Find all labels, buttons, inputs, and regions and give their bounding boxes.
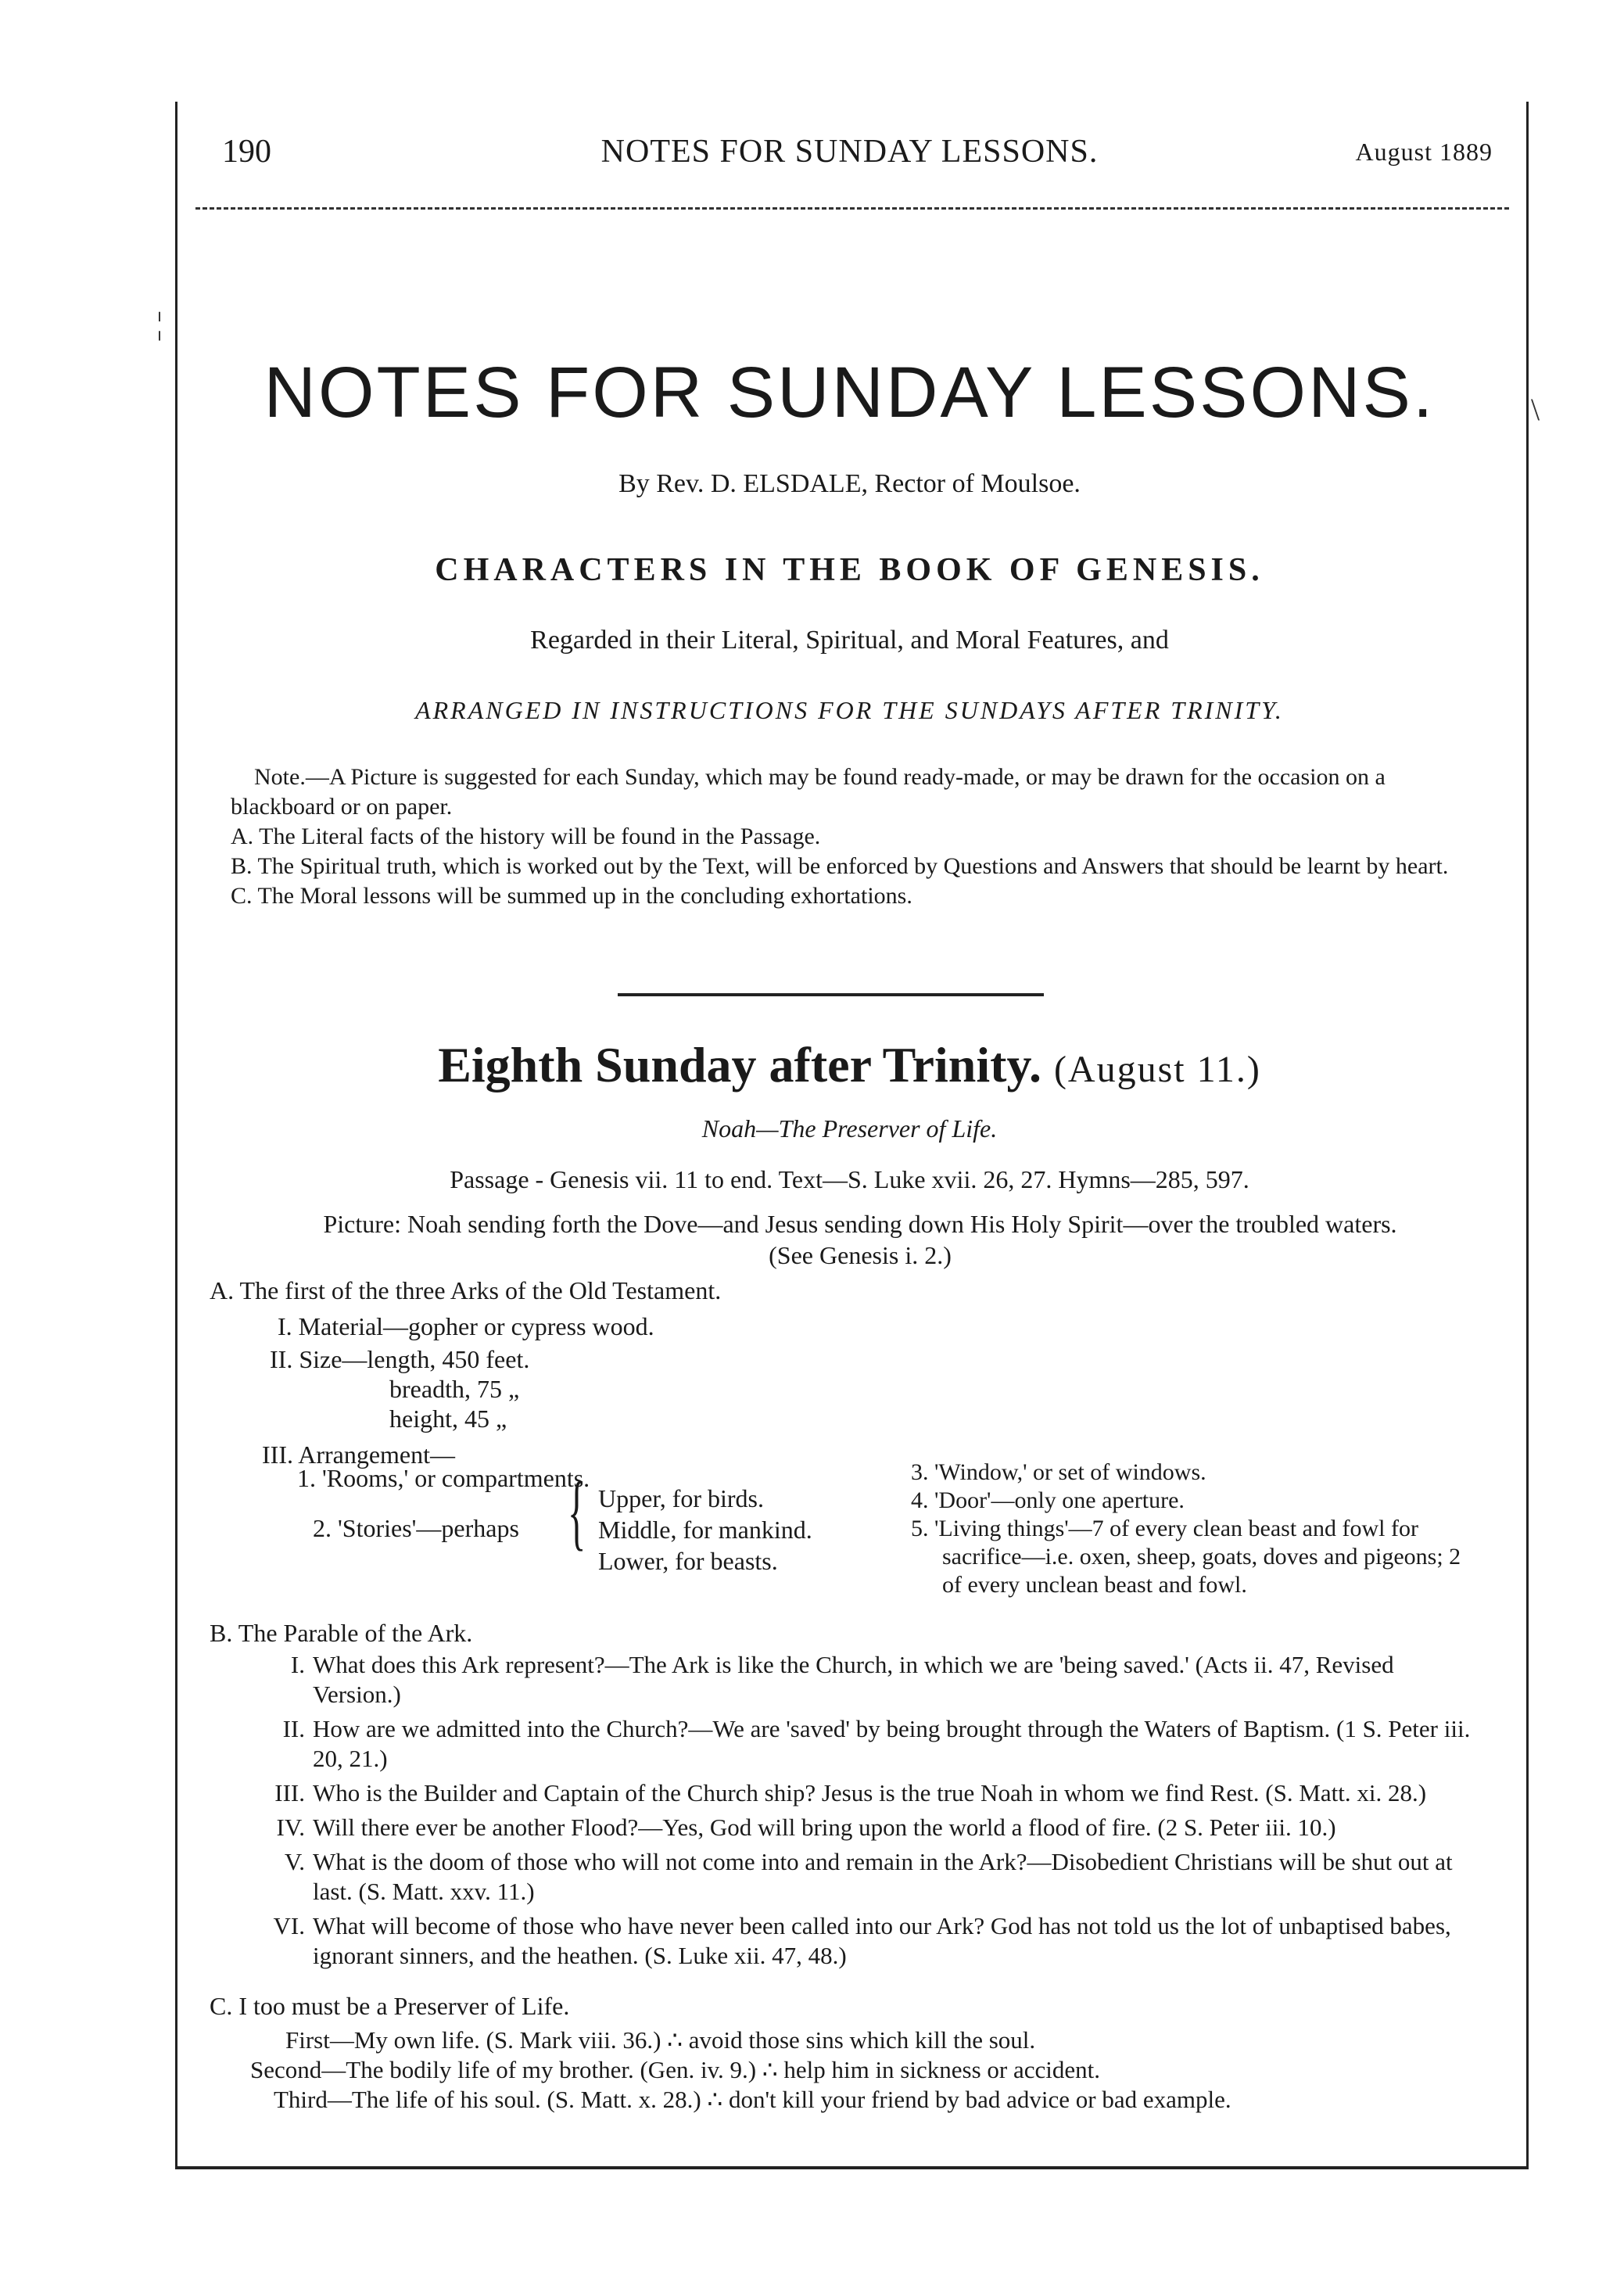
section-c-second: Second—The bodily life of my brother. (Gen. iv. 9.) ∴ help him in sickness or accident. (250, 2056, 1100, 2083)
list-item: I. What does this Ark represent?—The Ark is like the Church, in which we are 'being saved.' (Acts ii. 47, Revised Version.) (290, 1651, 1394, 1708)
note-block (231, 762, 1482, 911)
list-item: II. How are we admitted into the Church?—We are 'saved' by being brought through the Waters of Baptism. (1 S. Peter iii. 20, 21.) (282, 1715, 1471, 1772)
section-c-heading: C. I too must be a Preserver of Life. (210, 1992, 570, 2020)
arranged-heading: ARRANGED IN INSTRUCTIONS FOR THE SUNDAYS AFTER TRINITY. (415, 696, 1284, 724)
stories-lower: Lower, for beasts. (598, 1547, 778, 1575)
page-title: NOTES FOR SUNDAY LESSONS. (263, 353, 1436, 432)
picture-text: Picture: Noah sending forth the Dove—and Jesus sending down His Holy Spirit—over the troubled waters. (323, 1210, 1397, 1238)
list-item: V. What is the doom of those who will not come into and remain in the Ark?—Disobedient Christians will be shut out at last. (S. Matt. xxv. 11.) (284, 1848, 1453, 1905)
window-line: 3. 'Window,' or set of windows. (911, 1459, 1206, 1485)
rooms-line: 1. 'Rooms,' or compartments. (297, 1464, 590, 1492)
lesson-passage: Passage - Genesis vii. 11 to end. Text—S. Luke xvii. 26, 27. Hymns—285, 597. (450, 1165, 1249, 1193)
lesson-picture (235, 1208, 1486, 1271)
section-a-heading: A. The first of the three Arks of the Old Testament. (210, 1276, 722, 1304)
section-b-heading: B. The Parable of the Ark. (210, 1619, 473, 1647)
margin-mark: ¦ (156, 306, 163, 341)
height-line: height, 45 „ (389, 1405, 507, 1433)
living-line: 5. 'Living things'—7 of every clean beast and fowl for sacrifice—i.e. oxen, sheep, goats, doves and pigeons; 2 of every unclean beast and fowl. (911, 1516, 1461, 1598)
page-number: 190 (222, 134, 271, 170)
brace-icon: { (568, 1466, 586, 1559)
section-b-list (266, 1650, 1482, 1975)
margin-mark: \ (1531, 392, 1540, 427)
section-c-list (250, 2025, 1231, 2115)
list-item: IV. Will there ever be another Flood?—Yes, God will bring upon the world a flood of fire. (2 S. Peter iii. 10.) (276, 1814, 1336, 1841)
section-divider (618, 993, 1044, 996)
arrangement-line: III. Arrangement— (262, 1440, 456, 1469)
stories-upper: Upper, for birds. (598, 1484, 764, 1512)
lesson-subtitle: Noah—The Preserver of Life. (701, 1114, 998, 1143)
lesson-date: (August 11.) (1053, 1049, 1261, 1090)
door-line: 4. 'Door'—only one aperture. (911, 1487, 1185, 1513)
size-line: II. Size—length, 450 feet. (270, 1345, 530, 1373)
subheading: Regarded in their Literal, Spiritual, and Moral Features, and (530, 626, 1169, 655)
series-heading: CHARACTERS IN THE BOOK OF GENESIS. (435, 552, 1264, 588)
running-title: NOTES FOR SUNDAY LESSONS. (600, 134, 1099, 170)
stories-line: 2. 'Stories'—perhaps (313, 1514, 519, 1542)
stories-middle: Middle, for mankind. (598, 1516, 812, 1544)
section-c-third: Third—The life of his soul. (S. Matt. x. 28.) ∴ don't kill your friend by bad advice or bad example. (274, 2086, 1231, 2113)
picture-reference: (See Genesis i. 2.) (769, 1241, 952, 1269)
note-c: C. The Moral lessons will be summed up in the concluding exhortations. (231, 883, 912, 909)
breadth-line: breadth, 75 „ (389, 1375, 520, 1403)
header-date: August 1889 (1355, 138, 1493, 166)
list-item: III. Who is the Builder and Captain of the Church ship? Jesus is the true Noah in whom we find Rest. (S. Matt. xi. 28.) (274, 1779, 1427, 1806)
lesson-title: Eighth Sunday after Trinity. (438, 1037, 1041, 1092)
arrangement-right-column (911, 1458, 1474, 1599)
byline: By Rev. D. ELSDALE, Rector of Moulsoe. (618, 469, 1081, 498)
note-b: B. The Spiritual truth, which is worked out by the Text, will be enforced by Questions and Answers that should be learnt by heart. (231, 853, 1449, 879)
material-line: I. Material—gopher or cypress wood. (278, 1312, 654, 1340)
lesson-heading (175, 1036, 1524, 1094)
header-rule (195, 207, 1509, 210)
note-a: A. The Literal facts of the history will be found in the Passage. (231, 823, 821, 849)
stories-list (598, 1483, 812, 1577)
section-c-first: First—My own life. (S. Mark viii. 36.) ∴ avoid those sins which kill the soul. (285, 2026, 1036, 2054)
list-item: VI. What will become of those who have never been called into our Ark? God has not told us the lot of unbaptised babes, ignorant sinners, and the heathen. (S. Luke xii. 47, 48.) (273, 1912, 1451, 1969)
note-intro: Note.—A Picture is suggested for each Sunday, which may be found ready-made, or may be drawn for the occasion on a blackboard or on paper. (231, 764, 1386, 820)
